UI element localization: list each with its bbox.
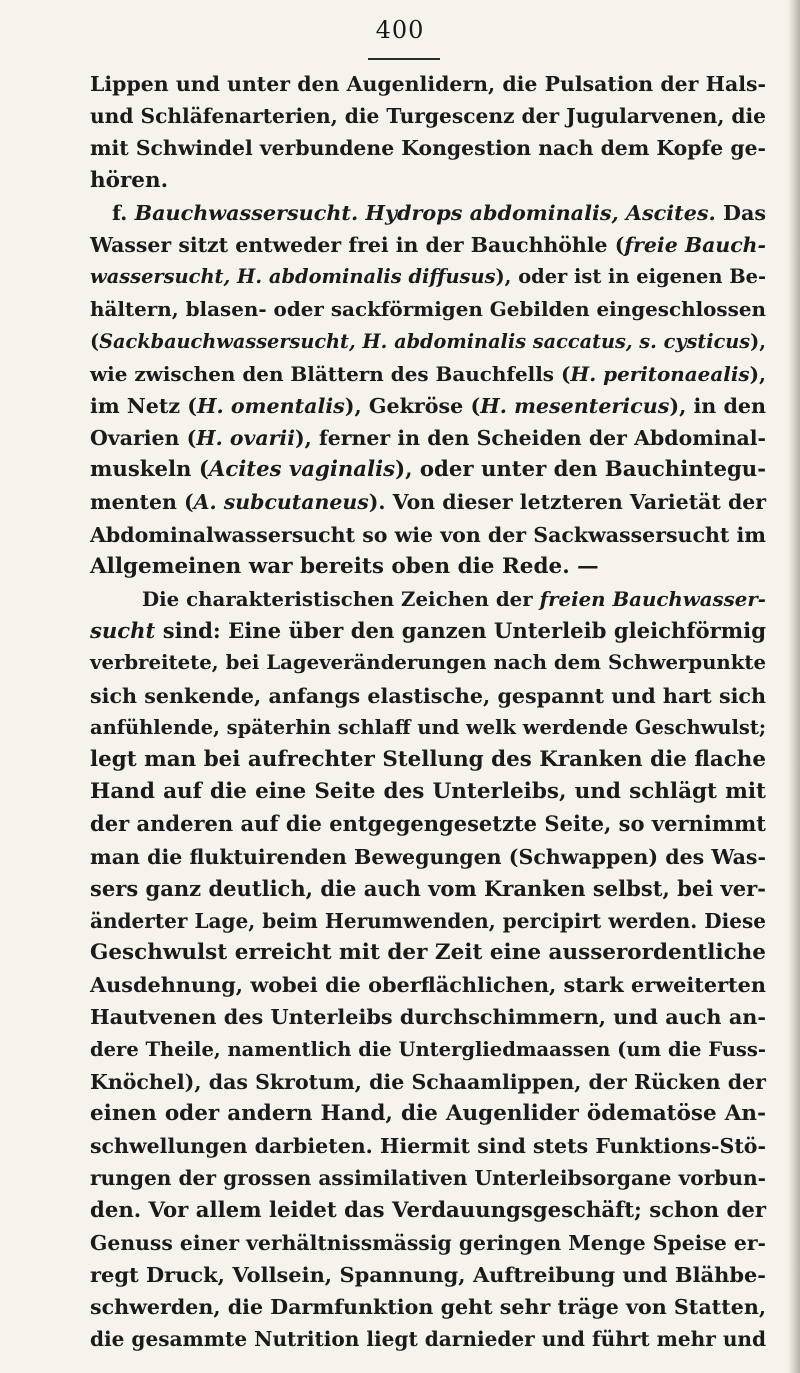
text-segment: hältern, blasen- oder sackförmigen Gebilden eingeschlossen [90,297,766,322]
italic-text: H. mesentericus [480,393,670,418]
text-segment: Lippen und unter den Augenlidern, die Pulsation der Hals- [90,72,766,96]
text-line [90,165,766,197]
text-segment: menten ( [90,490,194,515]
text-segment: ), [750,329,766,353]
text-line [90,197,766,229]
text-line [90,326,766,358]
text-segment: einen oder andern Hand, die Augenlider ödematöse An- [90,1101,766,1126]
text-line [90,293,766,325]
text-segment: Geschwulst erreicht mit der Zeit eine ausserordentliche [90,940,766,966]
text-segment: ), oder ist in eigenen Be- [495,265,766,289]
text-line [90,937,766,969]
text-line [90,905,766,937]
text-line [90,261,766,293]
text-segment: Genuss einer verhältnissmässig geringen Menge Speise er- [90,1230,766,1255]
page-number-rule [368,58,440,60]
text-segment: ), ferner in den Scheiden der Abdominal- [294,426,766,451]
text-line [90,551,766,583]
text-segment: verbreitete, bei Lageveränderungen nach dem Schwerpunkte [90,651,766,675]
italic-text: freien Bauchwasser- [539,587,767,611]
text-segment: Hautvenen des Unterleibs durchschimmern, und auch an- [90,1004,766,1030]
text-segment: man die fluktuirenden Bewegungen (Schwappen) des Was- [90,844,766,869]
text-line [90,1066,766,1098]
page-edge-shadow [788,0,800,1373]
text-line [90,1195,766,1227]
text-line [90,1098,766,1130]
text-segment: dere Theile, namentlich die Untergliedmaassen (um die Fuss- [90,1037,766,1061]
text-segment: ), [749,361,766,386]
text-segment: sich senkende, anfangs elastische, gespannt und hart sich [90,683,766,708]
text-segment: ), Gekröse ( [344,393,481,418]
text-segment: regt Druck, Vollsein, Spannung, Auftreibung und Blähbe- [90,1261,766,1287]
text-line [90,519,766,551]
italic-text: sucht [90,618,156,644]
text-segment: wie zwischen den Blättern des Bauchfells ( [90,361,571,386]
text-line [90,647,766,679]
text-line [90,712,766,744]
text-segment: Das [715,200,767,225]
text-line [90,1034,766,1066]
text-segment: der anderen auf die entgegengesetzte Seite, so vernimmt [90,811,766,837]
italic-text: freie Bauch- [624,232,767,257]
text-segment: mit Schwindel verbundene Kongestion nach dem Kopfe ge- [90,136,766,161]
text-segment: f. [112,200,135,225]
text-line [90,1291,766,1323]
text-line [90,454,766,486]
text-segment: Die charakteristischen Zeichen der [142,587,540,611]
text-segment: muskeln ( [90,457,209,483]
text-line [90,615,766,647]
text-segment: hören. [90,167,169,193]
text-line [90,132,766,164]
text-segment: sers ganz deutlich, die auch vom Kranken selbst, bei ver- [90,875,766,901]
text-line [90,486,766,518]
text-segment: schwellungen darbieten. Hiermit sind stets Funktions-Stö- [90,1134,766,1159]
text-segment: Wasser sitzt entweder frei in der Bauchhöhle ( [90,232,625,257]
text-segment: Ausdehnung, wobei die oberflächlichen, stark erweiterten [90,972,766,998]
text-segment: rungen der grossen assimilativen Unterleibsorgane vorbun- [90,1166,766,1191]
text-line [90,1001,766,1033]
text-line [90,100,766,132]
italic-text: Sackbauchwassersucht, H. abdominalis saccatus, s. cysticus [99,329,751,353]
text-segment: anfühlende, späterhin schlaff und welk werdende Geschwulst; [90,715,766,739]
italic-text: Acites vaginalis [208,457,396,483]
body-text [90,68,766,1356]
text-line [90,969,766,1001]
italic-text: H. peritonaealis [570,361,750,386]
text-line [90,873,766,905]
italic-text: Bauchwassersucht. Hydrops abdominalis, Ascites. [134,200,716,225]
text-segment: ( [90,329,100,353]
text-segment: schwerden, die Darmfunktion geht sehr träge von Statten, [90,1295,766,1320]
text-line [90,1130,766,1162]
text-segment: Knöchel), das Skrotum, die Schaamlippen, der Rücken der [90,1069,766,1094]
text-line [90,1227,766,1259]
text-line [90,680,766,712]
text-line [90,1259,766,1291]
text-line [90,583,766,615]
text-line [90,1162,766,1194]
text-segment: Allgemeinen war bereits oben die Rede. — [90,553,599,579]
text-line [90,390,766,422]
text-segment: die gesammte Nutrition liegt darnieder und führt mehr und [90,1327,767,1352]
text-line [90,841,766,873]
text-segment: Hand auf die eine Seite des Unterleibs, und schlägt mit [90,779,766,805]
page-number: 400 [375,16,425,44]
text-line [90,1323,766,1355]
italic-text: H. ovarii [196,426,295,451]
italic-text: wassersucht, H. abdominalis diffusus [90,265,496,289]
text-segment: sind: Eine über den ganzen Unterleib gleichförmig [155,618,766,644]
text-segment: den. Vor allem leidet das Verdauungsgeschäft; schon der [90,1197,766,1223]
text-segment: legt man bei aufrechter Stellung des Kranken die flache [90,746,766,772]
text-segment: Abdominalwassersucht so wie von der Sackwassersucht im [90,522,766,547]
text-segment: im Netz ( [90,393,198,418]
text-line [90,808,766,840]
text-segment: ), in den [669,393,767,418]
text-line [90,422,766,454]
text-segment: und Schläfenarterien, die Turgescenz der Jugularvenen, die [90,104,767,129]
text-line [90,229,766,261]
italic-text: A. subcutaneus [193,490,369,515]
text-line [90,358,766,390]
italic-text: H. omentalis [197,393,345,418]
text-segment: ). Von dieser letzteren Varietät der [368,490,767,515]
text-segment: ), oder unter den Bauchintegu- [395,457,766,483]
text-line [90,744,766,776]
text-line [90,776,766,808]
text-segment: änderter Lage, beim Herumwenden, percipirt werden. Diese [90,908,766,933]
text-line [90,68,766,100]
text-segment: Ovarien ( [90,426,197,451]
